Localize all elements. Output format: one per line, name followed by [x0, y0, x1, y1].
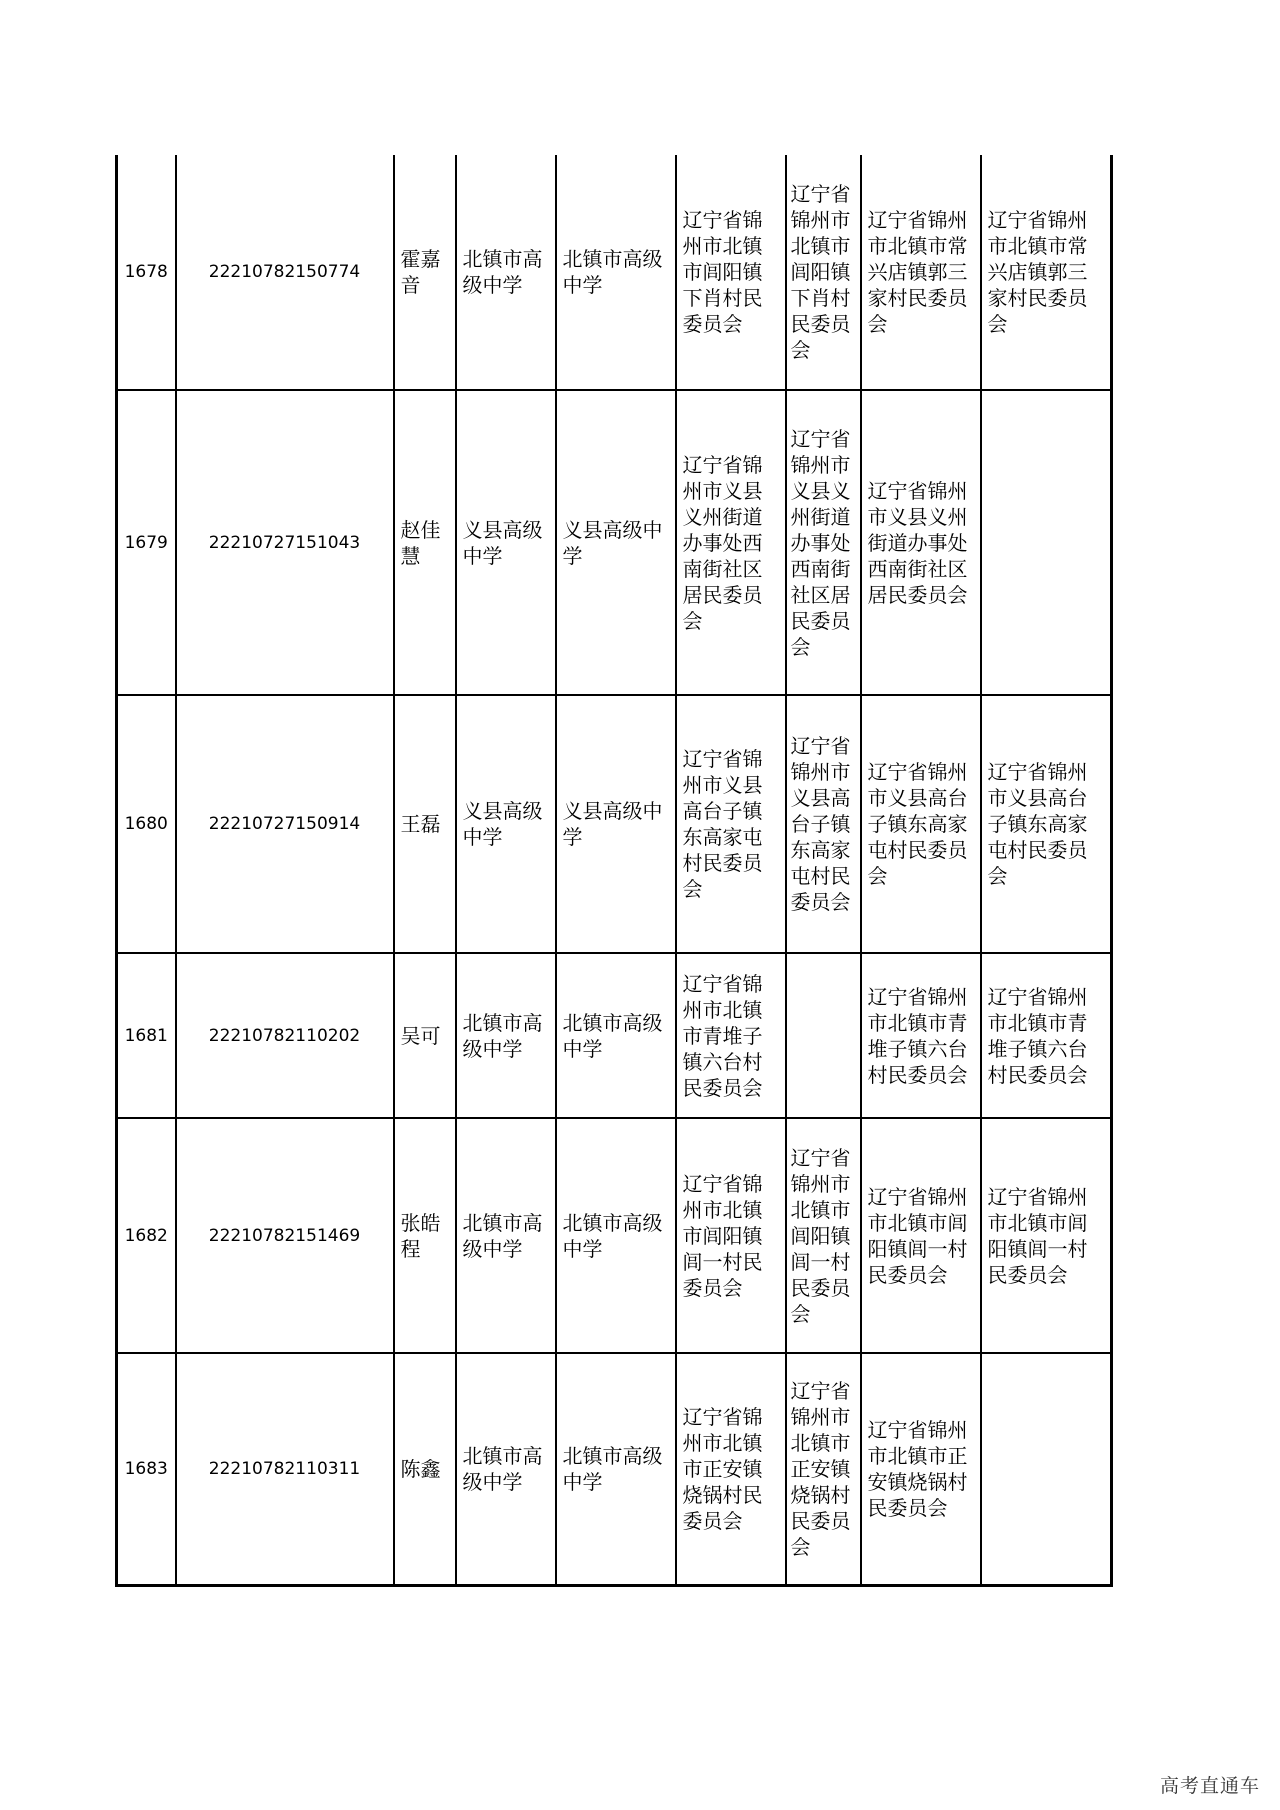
table-row — [117, 390, 1112, 695]
address1-cell: 辽宁省锦州市北镇市闾阳镇下肖村民委员会 — [676, 155, 786, 390]
school-cell: 义县高级中学 — [456, 695, 556, 953]
address3-cell: 辽宁省锦州市北镇市常兴店镇郭三家村民委员会 — [861, 155, 981, 390]
address3-cell: 辽宁省锦州市义县义州街道办事处西南街社区居民委员会 — [861, 390, 981, 695]
address1-cell: 辽宁省锦州市北镇市正安镇烧锅村民委员会 — [676, 1353, 786, 1585]
seq-cell: 1680 — [117, 695, 176, 953]
seq-cell: 1679 — [117, 390, 176, 695]
seq-cell: 1678 — [117, 155, 176, 390]
address1-cell: 辽宁省锦州市北镇市闾阳镇闾一村民委员会 — [676, 1118, 786, 1353]
table-row — [117, 695, 1112, 953]
id-cell: 22210727150914 — [176, 695, 394, 953]
address4-cell — [981, 390, 1112, 695]
school2-cell: 义县高级中学 — [556, 390, 676, 695]
name-cell: 王磊 — [394, 695, 456, 953]
address3-cell: 辽宁省锦州市北镇市正安镇烧锅村民委员会 — [861, 1353, 981, 1585]
id-cell: 22210782150774 — [176, 155, 394, 390]
roster-body — [117, 155, 1112, 1585]
seq-cell: 1683 — [117, 1353, 176, 1585]
roster-table — [115, 155, 1113, 1587]
address3-cell: 辽宁省锦州市北镇市青堆子镇六台村民委员会 — [861, 953, 981, 1118]
address4-cell: 辽宁省锦州市北镇市青堆子镇六台村民委员会 — [981, 953, 1112, 1118]
address3-cell: 辽宁省锦州市义县高台子镇东高家屯村民委员会 — [861, 695, 981, 953]
id-cell: 22210727151043 — [176, 390, 394, 695]
watermark-text: 高考直通车 — [1159, 1775, 1260, 1797]
school-cell: 北镇市高级中学 — [456, 155, 556, 390]
address2-cell: 辽宁省锦州市义县高台子镇东高家屯村民委员会 — [786, 695, 861, 953]
address2-cell: 辽宁省锦州市北镇市闾阳镇闾一村民委员会 — [786, 1118, 861, 1353]
school2-cell: 北镇市高级中学 — [556, 1353, 676, 1585]
name-cell: 吴可 — [394, 953, 456, 1118]
school-cell: 北镇市高级中学 — [456, 953, 556, 1118]
address3-cell: 辽宁省锦州市北镇市闾阳镇闾一村民委员会 — [861, 1118, 981, 1353]
school2-cell: 北镇市高级中学 — [556, 1118, 676, 1353]
address2-cell — [786, 953, 861, 1118]
name-cell: 张皓程 — [394, 1118, 456, 1353]
id-cell: 22210782110202 — [176, 953, 394, 1118]
address4-cell: 辽宁省锦州市北镇市闾阳镇闾一村民委员会 — [981, 1118, 1112, 1353]
school-cell: 北镇市高级中学 — [456, 1118, 556, 1353]
table-row — [117, 155, 1112, 390]
name-cell: 霍嘉音 — [394, 155, 456, 390]
address4-cell: 辽宁省锦州市北镇市常兴店镇郭三家村民委员会 — [981, 155, 1112, 390]
school2-cell: 义县高级中学 — [556, 695, 676, 953]
address4-cell — [981, 1353, 1112, 1585]
table-row — [117, 953, 1112, 1118]
address2-cell: 辽宁省锦州市义县义州街道办事处西南街社区居民委员会 — [786, 390, 861, 695]
table-row — [117, 1118, 1112, 1353]
school2-cell: 北镇市高级中学 — [556, 155, 676, 390]
name-cell: 陈鑫 — [394, 1353, 456, 1585]
address4-cell: 辽宁省锦州市义县高台子镇东高家屯村民委员会 — [981, 695, 1112, 953]
address1-cell: 辽宁省锦州市义县义州街道办事处西南街社区居民委员会 — [676, 390, 786, 695]
table-row — [117, 1353, 1112, 1585]
school-cell: 北镇市高级中学 — [456, 1353, 556, 1585]
seq-cell: 1681 — [117, 953, 176, 1118]
name-cell: 赵佳慧 — [394, 390, 456, 695]
school2-cell: 北镇市高级中学 — [556, 953, 676, 1118]
seq-cell: 1682 — [117, 1118, 176, 1353]
id-cell: 22210782151469 — [176, 1118, 394, 1353]
school-cell: 义县高级中学 — [456, 390, 556, 695]
address1-cell: 辽宁省锦州市北镇市青堆子镇六台村民委员会 — [676, 953, 786, 1118]
address2-cell: 辽宁省锦州市北镇市正安镇烧锅村民委员会 — [786, 1353, 861, 1585]
id-cell: 22210782110311 — [176, 1353, 394, 1585]
address2-cell: 辽宁省锦州市北镇市闾阳镇下肖村民委员会 — [786, 155, 861, 390]
address1-cell: 辽宁省锦州市义县高台子镇东高家屯村民委员会 — [676, 695, 786, 953]
